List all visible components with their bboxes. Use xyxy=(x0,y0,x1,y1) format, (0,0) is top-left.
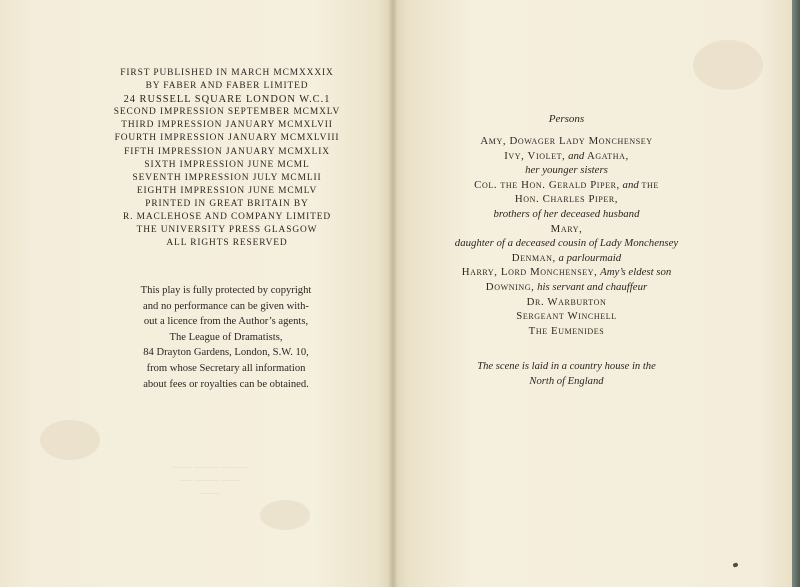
notice-line: This play is fully protected by copyright xyxy=(140,285,312,296)
imprint-block xyxy=(92,67,362,250)
imprint-line: PRINTED IN GREAT BRITAIN BY xyxy=(145,198,309,209)
imprint-line: FIRST PUBLISHED IN MARCH MCMXXXIX xyxy=(120,68,334,78)
persons-heading: Persons xyxy=(548,113,585,125)
cast-entry: The Eumenides xyxy=(528,324,605,337)
book-gutter xyxy=(388,0,398,587)
imprint-line: EIGHTH IMPRESSION JUNE MCMLV xyxy=(136,185,318,196)
scene-note xyxy=(403,359,730,389)
imprint-line: ALL RIGHTS RESERVED xyxy=(166,238,288,249)
scene-line: The scene is laid in a country house in the xyxy=(477,361,656,372)
cover-edge xyxy=(792,0,800,587)
notice-line: out a licence from the Author’s agents, xyxy=(143,316,309,328)
cast-entry: brothers of her deceased husband xyxy=(493,207,640,220)
cast-entry: Harry, Lord Monchensey, Amy’s eldest son xyxy=(461,266,672,279)
imprint-line: SEVENTH IMPRESSION JULY MCMLII xyxy=(132,172,322,183)
cast-entry: daughter of a deceased cousin of Lady Monchensey xyxy=(454,237,679,250)
imprint-line: THIRD IMPRESSION JANUARY MCMXLVII xyxy=(121,120,333,131)
cast-entry: Denman, a parlourmaid xyxy=(511,251,622,264)
copyright-notice xyxy=(110,283,342,392)
show-through-text: ─── ──── ──── ── ──── ─── ─── xyxy=(172,462,248,498)
cast-entry: Col. the Hon. Gerald Piper, and the xyxy=(474,178,659,191)
cast-entry: Amy, Dowager Lady Monchensey xyxy=(480,135,653,147)
imprint-line: THE UNIVERSITY PRESS GLASGOW xyxy=(136,225,318,236)
imprint-line: R. MACLEHOSE AND COMPANY LIMITED xyxy=(122,212,332,223)
scene-line: North of England xyxy=(529,376,604,387)
cast-entry: Dr. Warburton xyxy=(526,295,607,308)
cast-entry: Downing, his servant and chauffeur xyxy=(485,280,648,293)
cast-entry: her younger sisters xyxy=(525,164,608,177)
imprint-line: FIFTH IMPRESSION JANUARY MCMXLIX xyxy=(124,146,330,157)
cast-entry: Ivy, Violet, and Agatha, xyxy=(504,149,629,162)
imprint-line: SIXTH IMPRESSION JUNE MCML xyxy=(144,159,310,170)
cast-entry: Hon. Charles Piper, xyxy=(514,193,619,206)
notice-line: 84 Drayton Gardens, London, S.W. 10, xyxy=(143,347,309,359)
imprint-line: SECOND IMPRESSION SEPTEMBER MCMXLV xyxy=(113,107,341,118)
cast-entry: Sergeant Winchell xyxy=(516,310,617,323)
imprint-line: FOURTH IMPRESSION JANUARY MCMXLVIII xyxy=(114,133,340,144)
notice-line: about fees or royalties can be obtained. xyxy=(143,378,309,390)
notice-line: and no performance can be given with- xyxy=(143,300,309,312)
notice-line: The League of Dramatists, xyxy=(169,331,283,343)
cast-list xyxy=(403,134,730,338)
cast-entry: Mary, xyxy=(550,222,583,235)
notice-line: from whose Secretary all information xyxy=(146,362,306,374)
imprint-line: BY FABER AND FABER LIMITED xyxy=(145,81,309,92)
imprint-line: 24 RUSSELL SQUARE LONDON W.C.1 xyxy=(123,94,331,106)
